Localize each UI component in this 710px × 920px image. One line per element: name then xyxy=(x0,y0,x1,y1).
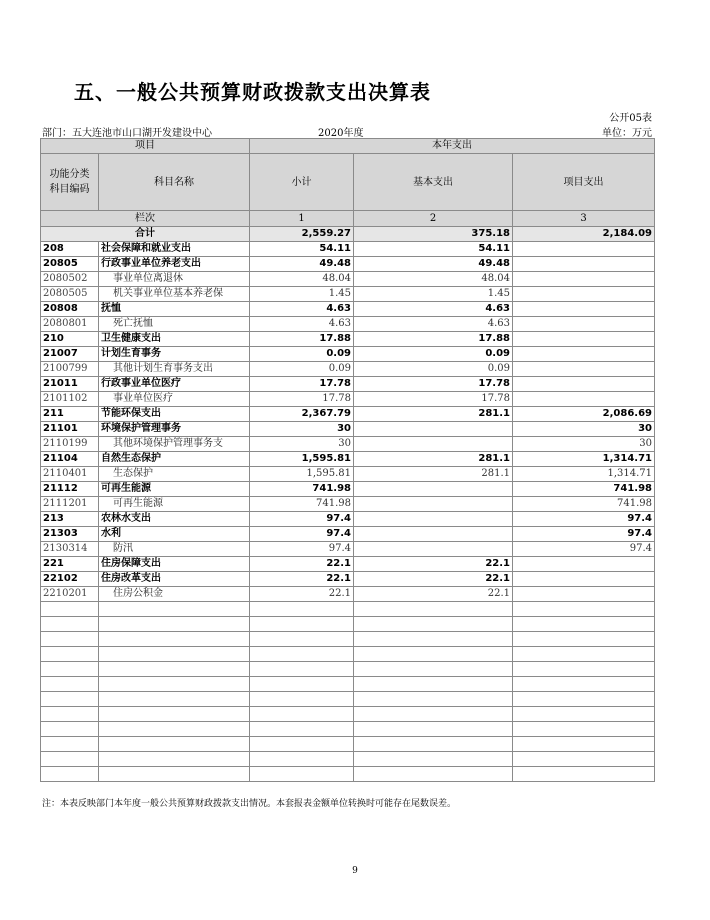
cell-basic xyxy=(354,437,513,452)
total-subtotal: 2,559.27 xyxy=(250,227,354,242)
cell-name: 住房保障支出 xyxy=(99,557,250,572)
header-basic: 基本支出 xyxy=(354,154,513,211)
empty-cell xyxy=(513,692,655,707)
cell-basic xyxy=(354,542,513,557)
table-row xyxy=(41,572,655,587)
empty-cell xyxy=(354,737,513,752)
empty-cell xyxy=(250,677,354,692)
table-row xyxy=(41,407,655,422)
empty-cell xyxy=(41,722,99,737)
cell-basic: 4.63 xyxy=(354,317,513,332)
cell-code: 20805 xyxy=(41,257,99,272)
empty-cell xyxy=(99,602,250,617)
empty-cell xyxy=(41,617,99,632)
cell-project xyxy=(513,362,655,377)
cell-project: 97.4 xyxy=(513,542,655,557)
footnote: 注：本表反映部门本年度一般公共预算财政拨款支出情况。本套报表金额单位转换时可能存在尾数误差。 xyxy=(42,799,457,809)
cell-basic: 48.04 xyxy=(354,272,513,287)
empty-cell xyxy=(354,677,513,692)
cell-basic xyxy=(354,527,513,542)
column-number-2: 2 xyxy=(354,211,513,227)
cell-code: 2100799 xyxy=(41,362,99,377)
cell-project: 2,086.69 xyxy=(513,407,655,422)
empty-cell xyxy=(354,752,513,767)
cell-project: 1,314.71 xyxy=(513,452,655,467)
empty-row xyxy=(41,647,655,662)
empty-cell xyxy=(41,767,99,782)
column-number-3: 3 xyxy=(513,211,655,227)
cell-project xyxy=(513,392,655,407)
empty-cell xyxy=(99,737,250,752)
total-basic: 375.18 xyxy=(354,227,513,242)
cell-project xyxy=(513,332,655,347)
empty-cell xyxy=(354,692,513,707)
empty-cell xyxy=(250,662,354,677)
table-row xyxy=(41,242,655,257)
page-title: 五、一般公共预算财政拨款支出决算表 xyxy=(74,80,431,104)
empty-row xyxy=(41,617,655,632)
cell-code: 21112 xyxy=(41,482,99,497)
cell-basic: 4.63 xyxy=(354,302,513,317)
empty-cell xyxy=(99,647,250,662)
empty-cell xyxy=(99,662,250,677)
empty-cell xyxy=(250,767,354,782)
empty-cell xyxy=(513,632,655,647)
header-code: 功能分类 科目编码 xyxy=(41,154,99,211)
empty-row xyxy=(41,707,655,722)
empty-cell xyxy=(354,647,513,662)
empty-cell xyxy=(354,602,513,617)
cell-subtotal: 48.04 xyxy=(250,272,354,287)
empty-cell xyxy=(99,692,250,707)
header-name: 科目名称 xyxy=(99,154,250,211)
empty-row xyxy=(41,677,655,692)
cell-subtotal: 22.1 xyxy=(250,587,354,602)
cell-code: 2111201 xyxy=(41,497,99,512)
cell-name: 抚恤 xyxy=(99,302,250,317)
cell-name: 卫生健康支出 xyxy=(99,332,250,347)
table-row xyxy=(41,287,655,302)
cell-project: 97.4 xyxy=(513,527,655,542)
cell-code: 2101102 xyxy=(41,392,99,407)
cell-subtotal: 49.48 xyxy=(250,257,354,272)
cell-subtotal: 741.98 xyxy=(250,482,354,497)
cell-name: 机关事业单位基本养老保 xyxy=(99,287,250,302)
cell-project: 30 xyxy=(513,422,655,437)
empty-row xyxy=(41,602,655,617)
empty-cell xyxy=(250,707,354,722)
cell-code: 213 xyxy=(41,512,99,527)
cell-name: 生态保护 xyxy=(99,467,250,482)
cell-basic xyxy=(354,482,513,497)
cell-subtotal: 97.4 xyxy=(250,542,354,557)
cell-project: 741.98 xyxy=(513,497,655,512)
empty-cell xyxy=(250,602,354,617)
table-row xyxy=(41,302,655,317)
cell-basic: 54.11 xyxy=(354,242,513,257)
cell-basic: 17.88 xyxy=(354,332,513,347)
table-row xyxy=(41,527,655,542)
empty-row xyxy=(41,722,655,737)
empty-row xyxy=(41,737,655,752)
total-row xyxy=(41,227,655,242)
cell-code: 2080505 xyxy=(41,287,99,302)
empty-cell xyxy=(513,647,655,662)
empty-cell xyxy=(354,632,513,647)
cell-name: 可再生能源 xyxy=(99,482,250,497)
empty-cell xyxy=(513,617,655,632)
empty-cell xyxy=(41,602,99,617)
table-row xyxy=(41,512,655,527)
empty-cell xyxy=(41,662,99,677)
empty-cell xyxy=(99,752,250,767)
empty-cell xyxy=(513,662,655,677)
cell-code: 21007 xyxy=(41,347,99,362)
fiscal-year: 2020年度 xyxy=(318,128,364,139)
cell-code: 210 xyxy=(41,332,99,347)
empty-cell xyxy=(41,632,99,647)
column-order-row xyxy=(41,211,655,227)
cell-code: 2130314 xyxy=(41,542,99,557)
cell-name: 计划生育事务 xyxy=(99,347,250,362)
empty-cell xyxy=(250,737,354,752)
header-current-year: 本年支出 xyxy=(250,139,655,154)
empty-cell xyxy=(99,677,250,692)
cell-name: 行政事业单位养老支出 xyxy=(99,257,250,272)
page-number: 9 xyxy=(352,866,358,876)
unit-label: 单位：万元 xyxy=(602,128,652,139)
cell-name: 其他环境保护管理事务支 xyxy=(99,437,250,452)
header-project: 项目支出 xyxy=(513,154,655,211)
cell-subtotal: 30 xyxy=(250,422,354,437)
header-subtotal: 小计 xyxy=(250,154,354,211)
empty-cell xyxy=(354,767,513,782)
empty-cell xyxy=(513,602,655,617)
cell-basic: 281.1 xyxy=(354,467,513,482)
cell-subtotal: 54.11 xyxy=(250,242,354,257)
empty-cell xyxy=(250,647,354,662)
expenditure-table xyxy=(40,138,655,782)
cell-basic: 281.1 xyxy=(354,407,513,422)
empty-cell xyxy=(99,722,250,737)
cell-basic: 17.78 xyxy=(354,392,513,407)
cell-code: 2080801 xyxy=(41,317,99,332)
empty-cell xyxy=(99,707,250,722)
cell-basic: 22.1 xyxy=(354,557,513,572)
cell-name: 行政事业单位医疗 xyxy=(99,377,250,392)
header-row-1 xyxy=(41,139,655,154)
empty-cell xyxy=(354,617,513,632)
empty-cell xyxy=(41,707,99,722)
cell-basic: 17.78 xyxy=(354,377,513,392)
cell-name: 其他计划生育事务支出 xyxy=(99,362,250,377)
cell-basic xyxy=(354,422,513,437)
table-row xyxy=(41,377,655,392)
table-row xyxy=(41,497,655,512)
cell-basic xyxy=(354,512,513,527)
total-label: 合计 xyxy=(41,227,250,242)
empty-cell xyxy=(250,617,354,632)
cell-name: 可再生能源 xyxy=(99,497,250,512)
column-order-label: 栏次 xyxy=(41,211,250,227)
cell-code: 2110199 xyxy=(41,437,99,452)
cell-basic: 0.09 xyxy=(354,362,513,377)
cell-subtotal: 4.63 xyxy=(250,317,354,332)
cell-subtotal: 1.45 xyxy=(250,287,354,302)
table-row xyxy=(41,362,655,377)
cell-basic: 22.1 xyxy=(354,587,513,602)
empty-cell xyxy=(354,707,513,722)
empty-cell xyxy=(513,752,655,767)
cell-project xyxy=(513,587,655,602)
table-row xyxy=(41,482,655,497)
cell-subtotal: 97.4 xyxy=(250,512,354,527)
empty-cell xyxy=(41,737,99,752)
table-row xyxy=(41,587,655,602)
header-item: 项目 xyxy=(41,139,250,154)
empty-cell xyxy=(41,677,99,692)
cell-project: 741.98 xyxy=(513,482,655,497)
empty-cell xyxy=(41,692,99,707)
cell-project xyxy=(513,377,655,392)
cell-code: 208 xyxy=(41,242,99,257)
cell-subtotal: 2,367.79 xyxy=(250,407,354,422)
cell-subtotal: 22.1 xyxy=(250,572,354,587)
cell-name: 防汛 xyxy=(99,542,250,557)
table-row xyxy=(41,347,655,362)
table-row xyxy=(41,272,655,287)
cell-subtotal: 17.88 xyxy=(250,332,354,347)
cell-subtotal: 17.78 xyxy=(250,392,354,407)
cell-code: 21011 xyxy=(41,377,99,392)
empty-cell xyxy=(41,647,99,662)
cell-code: 21303 xyxy=(41,527,99,542)
cell-name: 环境保护管理事务 xyxy=(99,422,250,437)
table-row xyxy=(41,422,655,437)
empty-cell xyxy=(41,752,99,767)
cell-subtotal: 741.98 xyxy=(250,497,354,512)
cell-project xyxy=(513,347,655,362)
table-row xyxy=(41,542,655,557)
empty-row xyxy=(41,662,655,677)
empty-row xyxy=(41,692,655,707)
cell-subtotal: 0.09 xyxy=(250,347,354,362)
empty-cell xyxy=(513,707,655,722)
empty-cell xyxy=(354,662,513,677)
cell-code: 20808 xyxy=(41,302,99,317)
cell-subtotal: 0.09 xyxy=(250,362,354,377)
cell-basic: 281.1 xyxy=(354,452,513,467)
empty-cell xyxy=(354,722,513,737)
empty-cell xyxy=(513,737,655,752)
cell-subtotal: 97.4 xyxy=(250,527,354,542)
empty-cell xyxy=(250,692,354,707)
cell-basic: 0.09 xyxy=(354,347,513,362)
cell-name: 住房公积金 xyxy=(99,587,250,602)
cell-name: 水利 xyxy=(99,527,250,542)
cell-subtotal: 1,595.81 xyxy=(250,452,354,467)
table-row xyxy=(41,557,655,572)
cell-name: 节能环保支出 xyxy=(99,407,250,422)
cell-code: 21101 xyxy=(41,422,99,437)
cell-name: 事业单位离退休 xyxy=(99,272,250,287)
table-row xyxy=(41,257,655,272)
cell-code: 221 xyxy=(41,557,99,572)
cell-project: 97.4 xyxy=(513,512,655,527)
cell-subtotal: 30 xyxy=(250,437,354,452)
cell-name: 农林水支出 xyxy=(99,512,250,527)
empty-cell xyxy=(99,767,250,782)
cell-basic: 49.48 xyxy=(354,257,513,272)
cell-project: 1,314.71 xyxy=(513,467,655,482)
empty-row xyxy=(41,767,655,782)
empty-row xyxy=(41,752,655,767)
empty-cell xyxy=(250,752,354,767)
cell-project xyxy=(513,272,655,287)
empty-row xyxy=(41,632,655,647)
cell-project xyxy=(513,317,655,332)
form-number: 公开05表 xyxy=(609,113,652,124)
table-row xyxy=(41,467,655,482)
department-label: 部门：五大连池市山口湖开发建设中心 xyxy=(42,128,212,139)
empty-cell xyxy=(99,632,250,647)
cell-code: 22102 xyxy=(41,572,99,587)
cell-name: 住房改革支出 xyxy=(99,572,250,587)
cell-project xyxy=(513,572,655,587)
table-row xyxy=(41,452,655,467)
empty-cell xyxy=(99,617,250,632)
cell-subtotal: 17.78 xyxy=(250,377,354,392)
cell-project xyxy=(513,302,655,317)
cell-basic xyxy=(354,497,513,512)
cell-project xyxy=(513,257,655,272)
cell-code: 211 xyxy=(41,407,99,422)
cell-project xyxy=(513,557,655,572)
cell-code: 2080502 xyxy=(41,272,99,287)
total-project: 2,184.09 xyxy=(513,227,655,242)
cell-basic: 22.1 xyxy=(354,572,513,587)
empty-cell xyxy=(513,722,655,737)
cell-project xyxy=(513,287,655,302)
cell-name: 事业单位医疗 xyxy=(99,392,250,407)
cell-subtotal: 4.63 xyxy=(250,302,354,317)
empty-cell xyxy=(513,767,655,782)
cell-subtotal: 1,595.81 xyxy=(250,467,354,482)
cell-name: 死亡抚恤 xyxy=(99,317,250,332)
cell-code: 2110401 xyxy=(41,467,99,482)
table-row xyxy=(41,437,655,452)
table-row xyxy=(41,392,655,407)
empty-cell xyxy=(513,677,655,692)
cell-project: 30 xyxy=(513,437,655,452)
cell-code: 21104 xyxy=(41,452,99,467)
empty-cell xyxy=(250,722,354,737)
cell-basic: 1.45 xyxy=(354,287,513,302)
cell-subtotal: 22.1 xyxy=(250,557,354,572)
table-row xyxy=(41,317,655,332)
header-row-2 xyxy=(41,154,655,211)
cell-name: 社会保障和就业支出 xyxy=(99,242,250,257)
cell-code: 2210201 xyxy=(41,587,99,602)
cell-project xyxy=(513,242,655,257)
cell-name: 自然生态保护 xyxy=(99,452,250,467)
column-number-1: 1 xyxy=(250,211,354,227)
empty-cell xyxy=(250,632,354,647)
table-row xyxy=(41,332,655,347)
